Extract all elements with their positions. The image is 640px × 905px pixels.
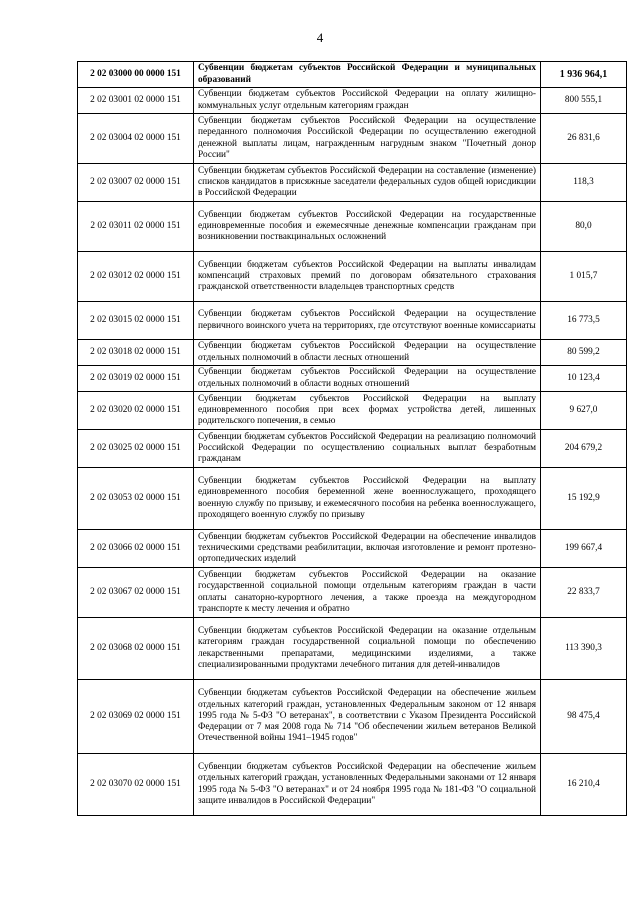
code-cell: 2 02 03053 02 0000 151 xyxy=(78,468,194,530)
amount-cell: 15 192,9 xyxy=(541,468,627,530)
budget-table xyxy=(77,61,627,816)
code-cell: 2 02 03020 02 0000 151 xyxy=(78,392,194,430)
table-row xyxy=(78,164,627,202)
header-description-cell: Субвенции бюджетам субъектов Российской Федерации и муниципальных образований xyxy=(194,62,541,88)
code-cell: 2 02 03004 02 0000 151 xyxy=(78,114,194,164)
table-row xyxy=(78,618,627,680)
amount-cell: 80 599,2 xyxy=(541,340,627,366)
table-row xyxy=(78,468,627,530)
description-cell: Субвенции бюджетам субъектов Российской Федерации на оказание отдельным категориям граждан государственной социальной помощи по обеспечению лекарственными препаратами, медицинскими изделиями, а также специализированными продуктами лечебного питания для детей-инвалидов xyxy=(194,618,541,680)
table-row xyxy=(78,754,627,816)
code-cell: 2 02 03012 02 0000 151 xyxy=(78,252,194,302)
amount-cell: 118,3 xyxy=(541,164,627,202)
table-row xyxy=(78,680,627,754)
header-code-cell: 2 02 03000 00 0000 151 xyxy=(78,62,194,88)
table-row xyxy=(78,202,627,252)
code-cell: 2 02 03025 02 0000 151 xyxy=(78,430,194,468)
description-cell: Субвенции бюджетам субъектов Российской Федерации на составление (изменение) списков кандидатов в присяжные заседатели федеральных судов общей юрисдикции в Российской Федерации xyxy=(194,164,541,202)
description-cell: Субвенции бюджетам субъектов Российской Федерации на реализацию полномочий Российской Федерации по осуществлению социальных выплат безработным гражданам xyxy=(194,430,541,468)
description-cell: Субвенции бюджетам субъектов Российской Федерации на обеспечение инвалидов техническими средствами реабилитации, включая изготовление и ремонт протезно-ортопедических изделий xyxy=(194,530,541,568)
table-row xyxy=(78,392,627,430)
table-row xyxy=(78,530,627,568)
amount-cell: 9 627,0 xyxy=(541,392,627,430)
table-row xyxy=(78,302,627,340)
description-cell: Субвенции бюджетам субъектов Российской Федерации на выплаты инвалидам компенсаций страховых премий по договорам обязательного страхования гражданской ответственности владельцев транспортных средств xyxy=(194,252,541,302)
description-cell: Субвенции бюджетам субъектов Российской Федерации на осуществление отдельных полномочий в области водных отношений xyxy=(194,366,541,392)
code-cell: 2 02 03015 02 0000 151 xyxy=(78,302,194,340)
table-row xyxy=(78,252,627,302)
table-row xyxy=(78,568,627,618)
amount-cell: 1 015,7 xyxy=(541,252,627,302)
description-cell: Субвенции бюджетам субъектов Российской Федерации на осуществление первичного воинского учета на территориях, где отсутствуют военные комиссариаты xyxy=(194,302,541,340)
description-cell: Субвенции бюджетам субъектов Российской Федерации на осуществление переданного полномочия Российской Федерации по осуществлению ежегодной денежной выплаты лицам, награжденным нагрудным знаком "Почетный донор России" xyxy=(194,114,541,164)
amount-cell: 113 390,3 xyxy=(541,618,627,680)
header-amount-cell: 1 936 964,1 xyxy=(541,62,627,88)
code-cell: 2 02 03011 02 0000 151 xyxy=(78,202,194,252)
amount-cell: 98 475,4 xyxy=(541,680,627,754)
table-row xyxy=(78,88,627,114)
page-number: 4 xyxy=(316,30,324,45)
code-cell: 2 02 03007 02 0000 151 xyxy=(78,164,194,202)
amount-cell: 22 833,7 xyxy=(541,568,627,618)
description-cell: Субвенции бюджетам субъектов Российской Федерации на обеспечение жильем отдельных категорий граждан, установленных Федеральным законом от 12 января 1995 года № 5-ФЗ "О ветеранах", в соответствии с Указом Президента Российской Федерации от 7 мая 2008 года № 714 "Об обеспечении жильем ветеранов Великой Отечественной войны 1941–1945 годов" xyxy=(194,680,541,754)
amount-cell: 199 667,4 xyxy=(541,530,627,568)
description-cell: Субвенции бюджетам субъектов Российской Федерации на государственные единовременные пособия и ежемесячные денежные компенсации гражданам при возникновении поствакцинальных осложнений xyxy=(194,202,541,252)
description-cell: Субвенции бюджетам субъектов Российской Федерации на выплату единовременного пособия при всех формах устройства детей, лишенных родительского попечения, в семью xyxy=(194,392,541,430)
table-row xyxy=(78,430,627,468)
amount-cell: 80,0 xyxy=(541,202,627,252)
amount-cell: 204 679,2 xyxy=(541,430,627,468)
code-cell: 2 02 03018 02 0000 151 xyxy=(78,340,194,366)
amount-cell: 800 555,1 xyxy=(541,88,627,114)
description-cell: Субвенции бюджетам субъектов Российской Федерации на оказание государственной социальной помощи отдельным категориям граждан в части оплаты санаторно-курортного лечения, а также проезда на междугородном транспорте к месту лечения и обратно xyxy=(194,568,541,618)
description-cell: Субвенции бюджетам субъектов Российской Федерации на осуществление отдельных полномочий в области лесных отношений xyxy=(194,340,541,366)
code-cell: 2 02 03067 02 0000 151 xyxy=(78,568,194,618)
amount-cell: 16 210,4 xyxy=(541,754,627,816)
description-cell: Субвенции бюджетам субъектов Российской Федерации на обеспечение жильем отдельных категорий граждан, установленных Федеральными законами от 12 января 1995 года № 5-ФЗ "О ветеранах" и от 24 ноября 1995 года № 181-ФЗ "О социальной защите инвалидов в Российской Федерации" xyxy=(194,754,541,816)
description-cell: Субвенции бюджетам субъектов Российской Федерации на оплату жилищно-коммунальных услуг отдельным категориям граждан xyxy=(194,88,541,114)
code-cell: 2 02 03069 02 0000 151 xyxy=(78,680,194,754)
description-cell: Субвенции бюджетам субъектов Российской Федерации на выплату единовременного пособия беременной жене военнослужащего, проходящего военную службу по призыву, и ежемесячного пособия на ребенка военнослужащего, проходящего военную службу по призыву xyxy=(194,468,541,530)
amount-cell: 16 773,5 xyxy=(541,302,627,340)
budget-table-body xyxy=(78,62,627,816)
table-row xyxy=(78,340,627,366)
code-cell: 2 02 03019 02 0000 151 xyxy=(78,366,194,392)
code-cell: 2 02 03070 02 0000 151 xyxy=(78,754,194,816)
table-header-row xyxy=(78,62,627,88)
table-row xyxy=(78,114,627,164)
table-row xyxy=(78,366,627,392)
code-cell: 2 02 03001 02 0000 151 xyxy=(78,88,194,114)
amount-cell: 26 831,6 xyxy=(541,114,627,164)
code-cell: 2 02 03068 02 0000 151 xyxy=(78,618,194,680)
amount-cell: 10 123,4 xyxy=(541,366,627,392)
code-cell: 2 02 03066 02 0000 151 xyxy=(78,530,194,568)
